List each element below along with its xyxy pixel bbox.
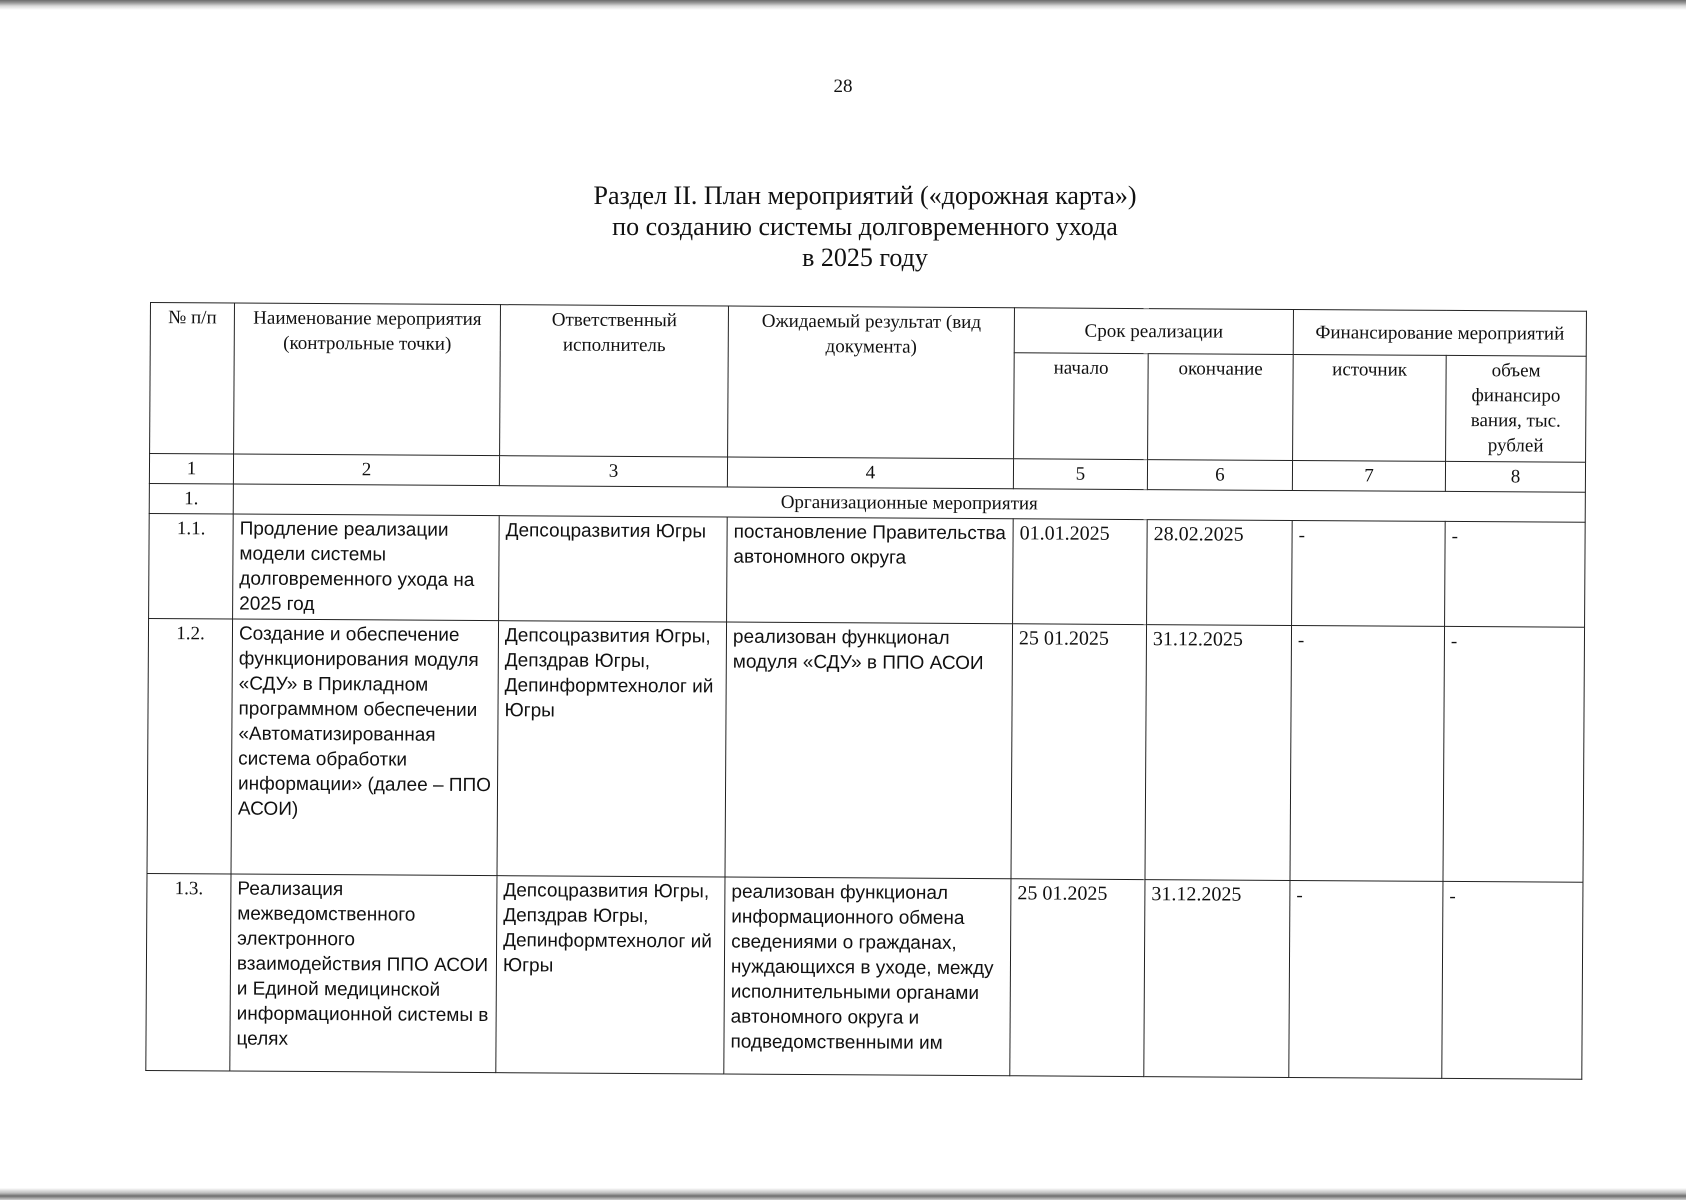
finance-source: - (1290, 625, 1445, 881)
header-row-1 (150, 303, 1586, 357)
end-date: 28.02.2025 (1147, 520, 1293, 626)
header-term-end: окончание (1148, 354, 1294, 461)
expected-result: постановление Правительства автономного округа (727, 517, 1014, 624)
header-result: Ожидаемый результат (вид документа) (728, 306, 1015, 459)
section-number: 1. (149, 483, 233, 514)
header-term-start: начало (1014, 353, 1149, 460)
activity-name: Продление реализации модели системы долговременного ухода на 2025 год (233, 514, 500, 621)
finance-amount: - (1443, 626, 1585, 882)
table-row (146, 873, 1583, 1079)
activity-name: Реализация межведомственного электронного взаимодействия ППО АСОИ и Единой медицинской информационной системы в целях (230, 874, 497, 1073)
header-responsible: Ответственный исполнитель (500, 305, 729, 457)
scan-edge-bottom (0, 1188, 1686, 1200)
responsible-executor: Депсоцразвития Югры, Депздрав Югры, Депинформтехнолог ий Югры (497, 621, 727, 877)
column-number: 8 (1445, 461, 1585, 492)
column-number: 3 (499, 456, 727, 487)
row-number: 1.2. (147, 618, 233, 874)
header-finance-source: источник (1293, 355, 1447, 462)
header-term: Срок реализации (1014, 308, 1293, 355)
start-date: 01.01.2025 (1013, 519, 1148, 625)
header-name: Наименование мероприятия (контрольные точки) (234, 303, 501, 456)
start-date: 25 01.2025 (1010, 879, 1145, 1077)
responsible-executor: Депсоцразвития Югры (499, 516, 728, 622)
column-number: 1 (149, 454, 233, 485)
finance-source: - (1292, 520, 1446, 626)
finance-source: - (1289, 880, 1443, 1078)
activity-name: Создание и обеспечение функционирования модуля «СДУ» в Прикладном программном обеспечении «Автоматизированная система обработки информации» (далее – ППО АСОИ) (231, 619, 499, 876)
scan-edge-top (0, 0, 1686, 10)
finance-amount: - (1445, 521, 1586, 627)
column-number: 6 (1147, 460, 1292, 491)
row-number: 1.1. (149, 513, 234, 619)
header-finance-amount: объем финансиро вания, тыс. рублей (1446, 356, 1587, 463)
column-number: 4 (727, 457, 1013, 489)
title-line-2: по созданию системы долговременного ухода (612, 212, 1118, 241)
table-row (149, 513, 1586, 627)
header-no: № п/п (150, 303, 235, 455)
column-number: 7 (1292, 460, 1445, 491)
start-date: 25 01.2025 (1011, 624, 1147, 880)
roadmap-table (145, 302, 1587, 1080)
section-title: Организационные мероприятия (233, 484, 1585, 522)
row-number: 1.3. (146, 873, 231, 1071)
expected-result: реализован функционал информационного обмена сведениями о гражданах, нуждающихся в уходе, между исполнительными органами автономного округа и подведомственными им (724, 877, 1011, 1076)
end-date: 31.12.2025 (1144, 880, 1290, 1078)
end-date: 31.12.2025 (1145, 625, 1292, 881)
expected-result: реализован функционал модуля «СДУ» в ППО АСОИ (725, 622, 1013, 879)
column-number: 5 (1013, 459, 1147, 490)
title-line-1: Раздел II. План мероприятий («дорожная карта») (593, 181, 1137, 210)
page-number: 28 (833, 76, 853, 97)
finance-amount: - (1442, 881, 1583, 1079)
document-title (540, 180, 1190, 273)
responsible-executor: Депсоцразвития Югры, Депздрав Югры, Депинформтехнолог ий Югры (496, 876, 725, 1074)
header-finance: Финансирование мероприятий (1293, 309, 1586, 356)
column-number: 2 (233, 454, 499, 486)
table-row (147, 618, 1585, 882)
title-line-3: в 2025 году (802, 243, 928, 272)
